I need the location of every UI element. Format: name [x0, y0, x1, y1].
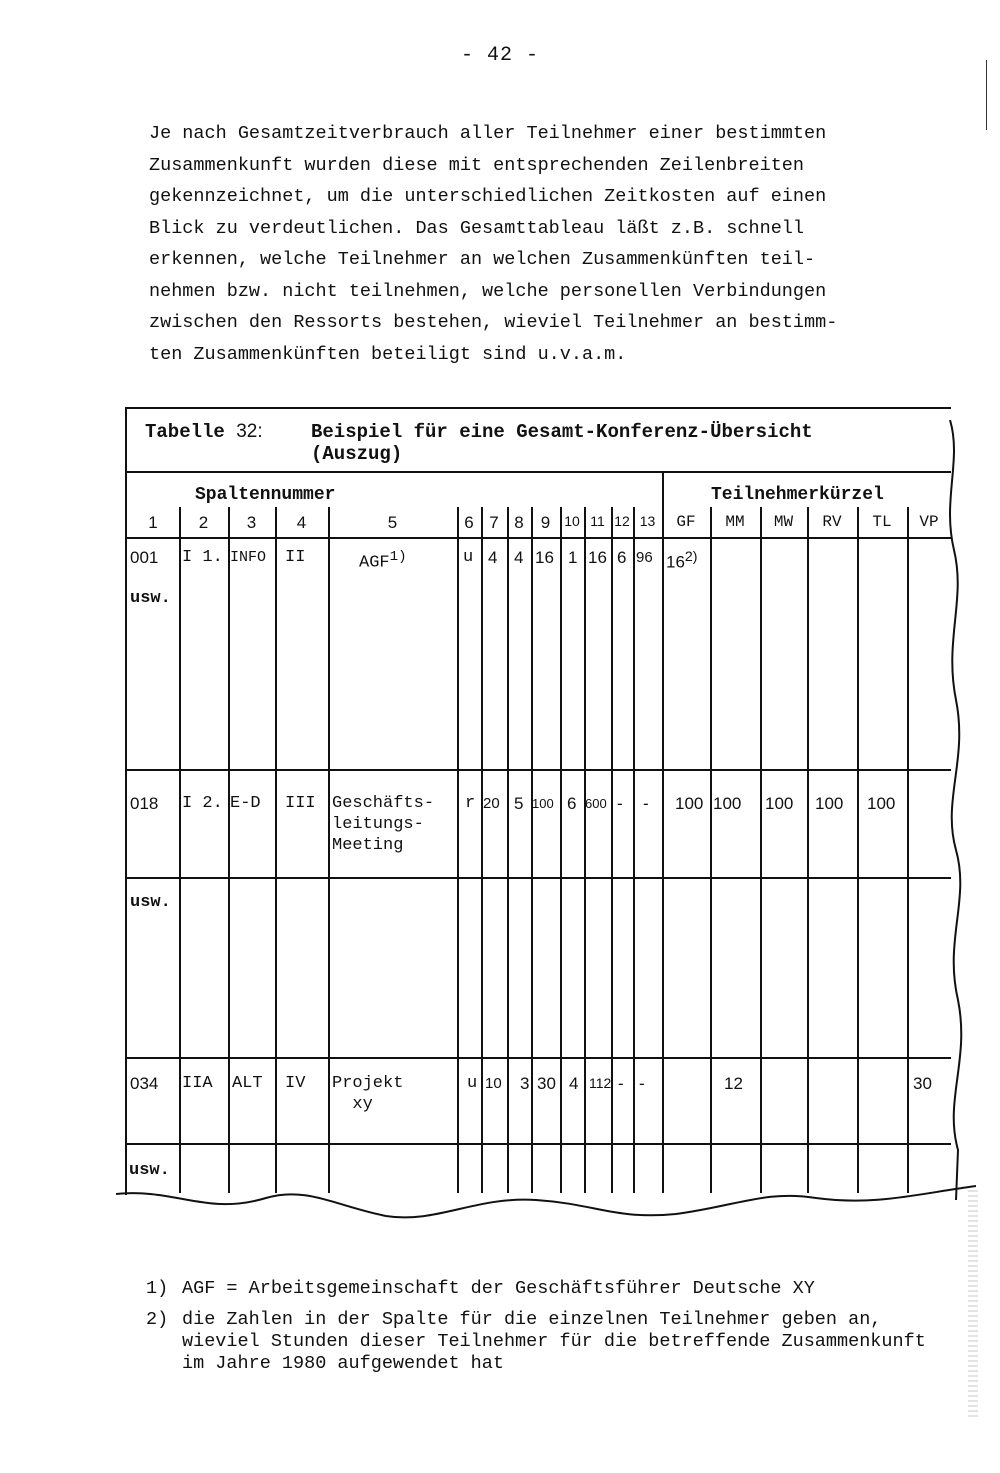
page-number: - 42 -: [460, 44, 539, 67]
column-rule: [560, 507, 562, 1193]
table-cell: 1: [568, 548, 578, 567]
torn-edge-path: [116, 1186, 976, 1217]
column-header: 12: [614, 513, 630, 529]
table-number: 32:: [236, 421, 263, 442]
column-header: 11: [590, 513, 605, 529]
column-rule: [633, 507, 635, 1193]
table-cell: 96: [636, 549, 653, 566]
usw-label: usw.: [130, 589, 171, 608]
table-cell: 100: [532, 796, 554, 811]
column-rule: [457, 507, 459, 1193]
paragraph-line: Je nach Gesamtzeitverbrauch aller Teilnehmer einer bestimmten: [149, 123, 827, 144]
column-rule: [179, 507, 181, 1193]
table-cell: 112: [589, 1075, 612, 1091]
table-rule: [127, 1057, 951, 1059]
footnote: [146, 1278, 946, 1300]
table-cell-mw: 100: [765, 794, 794, 813]
group-label-participants: Teilnehmerkürzel: [711, 485, 884, 505]
margin-rule: [986, 60, 987, 130]
table-cell-mm: 100: [713, 794, 742, 813]
column-header-vp: VP: [919, 513, 939, 531]
table-cell-vp: 30: [913, 1074, 932, 1093]
column-rule: [531, 507, 533, 1193]
column-header: 4: [296, 513, 307, 532]
paragraph-line: zwischen den Ressorts bestehen, wieviel Teilnehmer an bestimm-: [149, 312, 838, 333]
footnote-ref: 2): [684, 549, 698, 565]
table-cell: 30: [537, 1074, 556, 1093]
column-header-mm: MM: [725, 513, 745, 531]
table-cell: 6: [617, 548, 627, 567]
column-rule: [228, 507, 230, 1193]
footnote-text: AGF = Arbeitsgemeinschaft der Geschäftsführer Deutsche XY: [182, 1278, 815, 1299]
table-rule: [127, 877, 951, 879]
column-header: 13: [639, 513, 656, 529]
torn-edge-right: [940, 420, 970, 1200]
table-cell: 3: [520, 1074, 530, 1093]
table-rule: [127, 471, 951, 473]
column-header-tl: TL: [872, 513, 892, 531]
table-cell: 20: [483, 795, 500, 812]
table-cell: u: [463, 548, 474, 567]
column-header: 6: [464, 513, 474, 532]
table-cell-rv: 100: [815, 794, 844, 813]
column-rule: [662, 473, 664, 1193]
gf-hours: 16: [666, 552, 685, 572]
column-header-gf: GF: [676, 513, 696, 531]
column-header: 3: [246, 513, 257, 532]
footnote-text: die Zahlen in der Spalte für die einzelnen Teilnehmer geben an, wieviel Stunden dieser Teilnehmer für die betreffende Zusammenkunft im Jahre 1980 aufgewendet hat: [182, 1309, 926, 1374]
column-header: 10: [564, 513, 580, 529]
table-cell-gf: [666, 547, 698, 573]
column-rule: [507, 507, 509, 1193]
column-header-rv: RV: [822, 513, 842, 531]
column-header: 8: [514, 513, 524, 532]
table-cell: ALT: [232, 1074, 263, 1093]
paragraph-line: Blick zu verdeutlichen. Das Gesamttableau läßt z.B. schnell: [149, 217, 805, 239]
column-header: 5: [387, 513, 398, 532]
paragraph-line: ten Zusammenkünften beteiligt sind u.v.a.m.: [149, 343, 627, 365]
column-header-mw: MW: [773, 513, 794, 531]
column-header: 2: [198, 513, 209, 532]
table-row-018-id: 018: [130, 794, 159, 813]
table-cell-project: Projekt xy: [332, 1074, 404, 1114]
paragraph-line: gekennzeichnet, um die unterschiedlichen Zeitkosten auf einen: [149, 186, 827, 207]
column-rule: [328, 507, 330, 1193]
table-cell: IV: [285, 1074, 306, 1093]
group-label-columns: Spaltennummer: [195, 485, 336, 505]
table-cell: 4: [569, 1074, 579, 1093]
table-cell-mm: 12: [724, 1074, 743, 1093]
table-row-001-id: 001: [130, 548, 159, 567]
usw-label: usw.: [130, 893, 171, 912]
footnotes: [146, 1278, 946, 1384]
paragraph-line: erkennen, welche Teilnehmer an welchen Zusammenkünften teil-: [149, 249, 816, 270]
conference-table: [125, 407, 951, 1195]
table-cell: -: [617, 794, 623, 813]
table-title-line1: Beispiel für eine Gesamt-Konferenz-Übersicht: [311, 421, 813, 443]
footnote-number: 1): [146, 1278, 169, 1299]
table-cell: 4: [488, 548, 498, 567]
table-cell: I 2.: [182, 794, 223, 813]
table-label-text: Tabelle: [145, 421, 225, 443]
table-cell: 16: [588, 548, 607, 567]
table-cell: 4: [514, 548, 524, 567]
table-cell: E-D: [230, 794, 261, 813]
column-rule: [584, 507, 586, 1193]
paragraph-line: Zusammenkunft wurden diese mit entsprechenden Zeilenbreiten: [149, 154, 805, 176]
table-cell: 10: [485, 1075, 502, 1092]
column-rule: [481, 507, 483, 1193]
table-cell: IIA: [182, 1074, 213, 1093]
column-rule: [807, 507, 809, 1193]
table-row-034-id: 034: [130, 1074, 159, 1093]
table-cell-tl: 100: [867, 794, 896, 813]
table-cell: -: [643, 794, 649, 813]
column-rule: [907, 507, 909, 1193]
column-rule: [275, 507, 277, 1193]
table-cell: 600: [585, 796, 607, 811]
column-header: 7: [489, 513, 499, 532]
table-cell: r: [465, 794, 476, 813]
footnote-ref: 1): [389, 549, 407, 565]
table-cell: 16: [535, 548, 554, 567]
table-cell: I 1.: [182, 548, 223, 567]
table-cell: 6: [567, 794, 577, 813]
footnote: [146, 1309, 946, 1375]
column-rule: [710, 507, 712, 1193]
table-cell: [359, 547, 407, 574]
usw-label: usw.: [129, 1161, 170, 1180]
table-rule: [127, 537, 951, 539]
table-cell: u: [467, 1074, 478, 1093]
table-cell: III: [285, 794, 316, 813]
torn-edge-path: [950, 420, 961, 1200]
table-title: [311, 421, 813, 465]
table-cell-meeting: Geschäfts- leitungs- Meeting: [332, 794, 435, 855]
table-cell-gf: 100: [675, 794, 704, 813]
table-title-line2: (Auszug): [311, 443, 403, 465]
torn-edge-bottom: [116, 1176, 976, 1226]
table-rule: [127, 1143, 951, 1145]
paragraph-line: nehmen bzw. nicht teilnehmen, welche personellen Verbindungen: [149, 280, 827, 302]
table-rule: [127, 769, 951, 771]
table-label: [145, 421, 263, 443]
table-cell: -: [639, 1074, 645, 1093]
table-cell: 5: [514, 794, 524, 813]
table-cell: -: [618, 1074, 624, 1093]
column-rule: [760, 507, 762, 1193]
column-header: 9: [540, 513, 551, 532]
column-header: 1: [148, 513, 158, 532]
body-paragraph: [149, 118, 909, 370]
table-cell: II: [285, 548, 306, 567]
table-cell: INFO: [230, 549, 267, 566]
agf-label: AGF: [359, 553, 390, 573]
footnote-number: 2): [146, 1309, 169, 1330]
column-rule: [857, 507, 859, 1193]
